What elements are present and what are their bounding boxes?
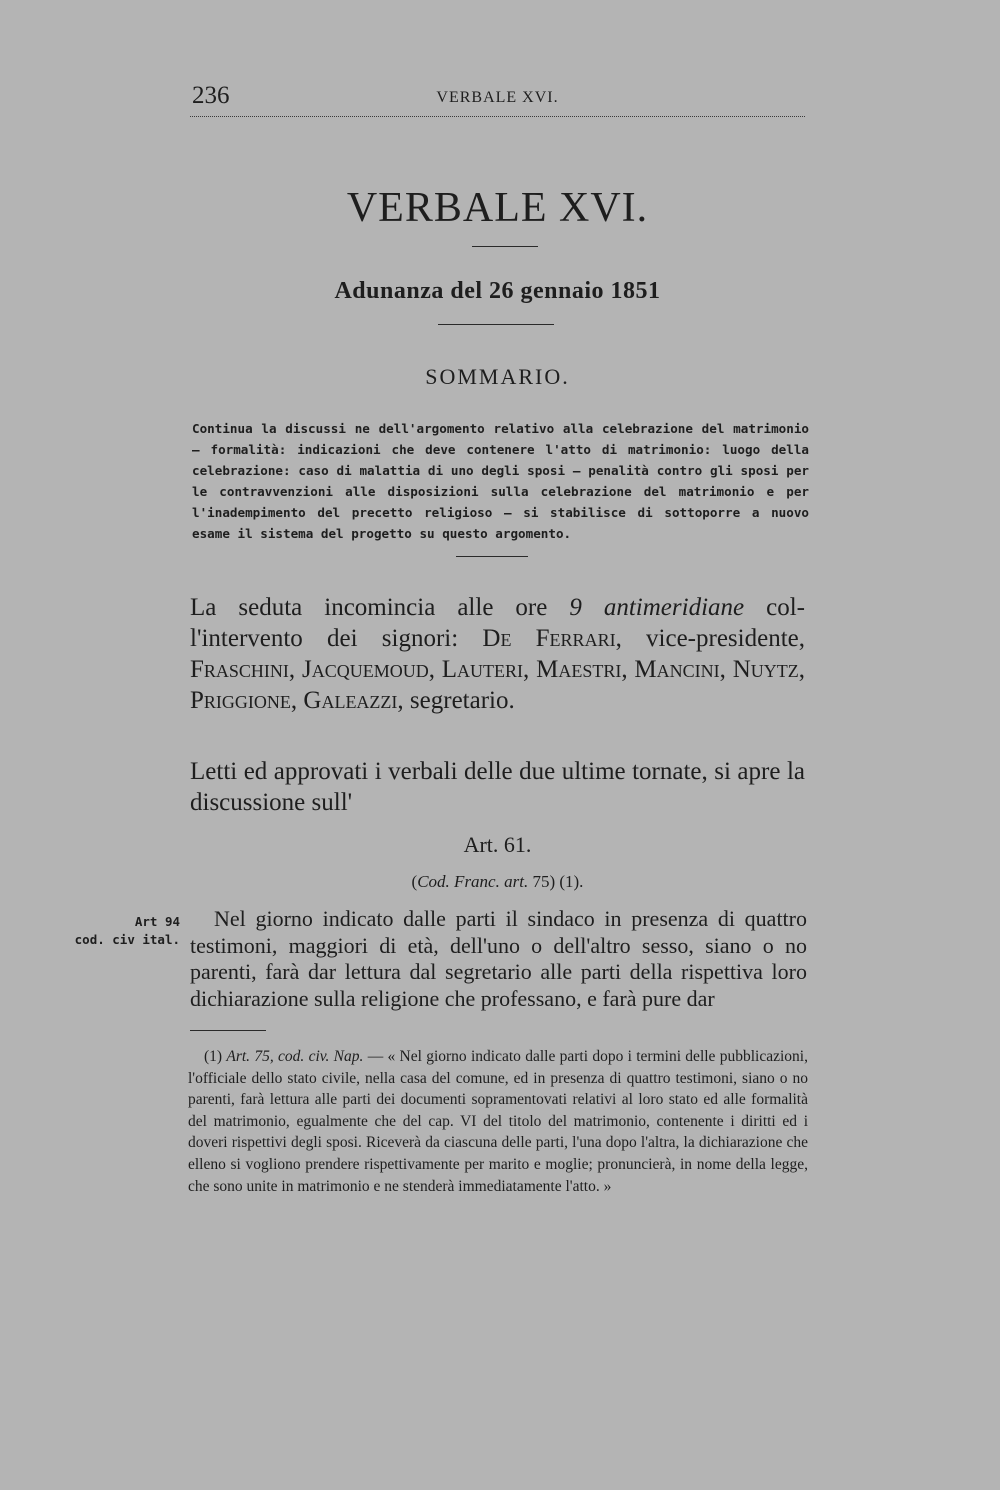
summary-rule: [456, 556, 528, 557]
opening-paragraph: [190, 592, 805, 716]
footnote-reference: Art. 75, cod. civ. Nap.: [226, 1048, 364, 1065]
article-text: Nel giorno indicato dalle parti il sindaco in presenza di quattro testimoni, maggiori di età, dell'uno o dell'altro sesso, siano o no parenti, farà dar lettura dal segretario alle parti della rispettiva loro dichiarazione sulla religione che professano, e farà pure dar: [190, 906, 807, 1011]
article-heading: Art. 61.: [463, 832, 532, 857]
footnote-text: — « Nel giorno indicato dalle parti dopo i termini delle pubblicazioni, l'officiale dello stato civile, nella casa del comune, ed in presenza di quattro testimoni, siano o no parenti, farà lettura alle parti dei documenti sopramentovati relativi al loro stato ed alle formalità del matrimonio, egualmente che del cap. VI del titolo del matrimonio, contenente i diritti ed i doveri rispettivi degli sposi. Riceverà da ciascuna delle parti, l'una dopo l'altra, la dichiarazione che elleno si vogliono prendere rispettivamente per marito e moglie; pronuncierà, in nome della legge, che sono unite in matrimonio e ne stenderà immediatamente l'atto. »: [188, 1048, 808, 1195]
session-date: Adunanza del 26 gennaio 1851: [334, 278, 661, 304]
opening-after-hour: col-l'intervento dei signori:: [190, 594, 805, 652]
margin-note-line-1: Art 94: [134, 914, 180, 929]
vice-president-name: De Ferrari: [482, 625, 616, 652]
page-number: 236: [192, 82, 230, 109]
transition-paragraph: Letti ed approvati i verbali delle due ultime tornate, si apre la discussione sull': [190, 758, 805, 816]
article-ref-open: (: [411, 872, 418, 891]
article-ref-code: Cod. Franc. art.: [417, 872, 529, 891]
chapter-title: VERBALE XVI.: [346, 185, 649, 231]
running-title: VERBALE XVI.: [436, 89, 559, 106]
summary-text: Continua la discussi ne dell'argomento relativo alla celebrazione del matrimonio — formalità: indicazioni che deve contenere l'atto di matrimonio: luogo della celebrazione: caso di malattia di uno degli sposi — penalità contro gli sposi per le contravvenzioni alle disposizioni sulla celebrazione del matrimonio e per l'inadempimento del precetto religioso — si stabilisce di sottoporre a nuovo esame il sistema del progetto su questo argomento.: [192, 421, 809, 541]
secretary-role: , segretario.: [397, 687, 515, 714]
title-rule: [472, 246, 538, 247]
running-head: [190, 82, 805, 117]
footnote: [188, 1046, 808, 1197]
footnote-mark: (1): [204, 1048, 227, 1065]
date-rule: [438, 324, 554, 325]
article-ref-number: 75) (1).: [528, 872, 584, 891]
member-names: Fraschini, Jacquemoud, Lauteri, Maestri, Mancini, Nuytz, Priggione, Galeazzi: [190, 656, 805, 714]
opening-intro: La seduta incomincia alle ore: [190, 594, 570, 621]
margin-note-line-2: cod. civ ital.: [74, 932, 180, 947]
article-reference: [190, 872, 805, 892]
vice-president-role: , vice-presidente,: [615, 625, 805, 652]
footnote-rule: [190, 1030, 266, 1031]
opening-hour: 9 antimeridiane: [569, 594, 745, 621]
margin-note: [62, 913, 180, 949]
summary-heading: SOMMARIO.: [425, 364, 570, 389]
